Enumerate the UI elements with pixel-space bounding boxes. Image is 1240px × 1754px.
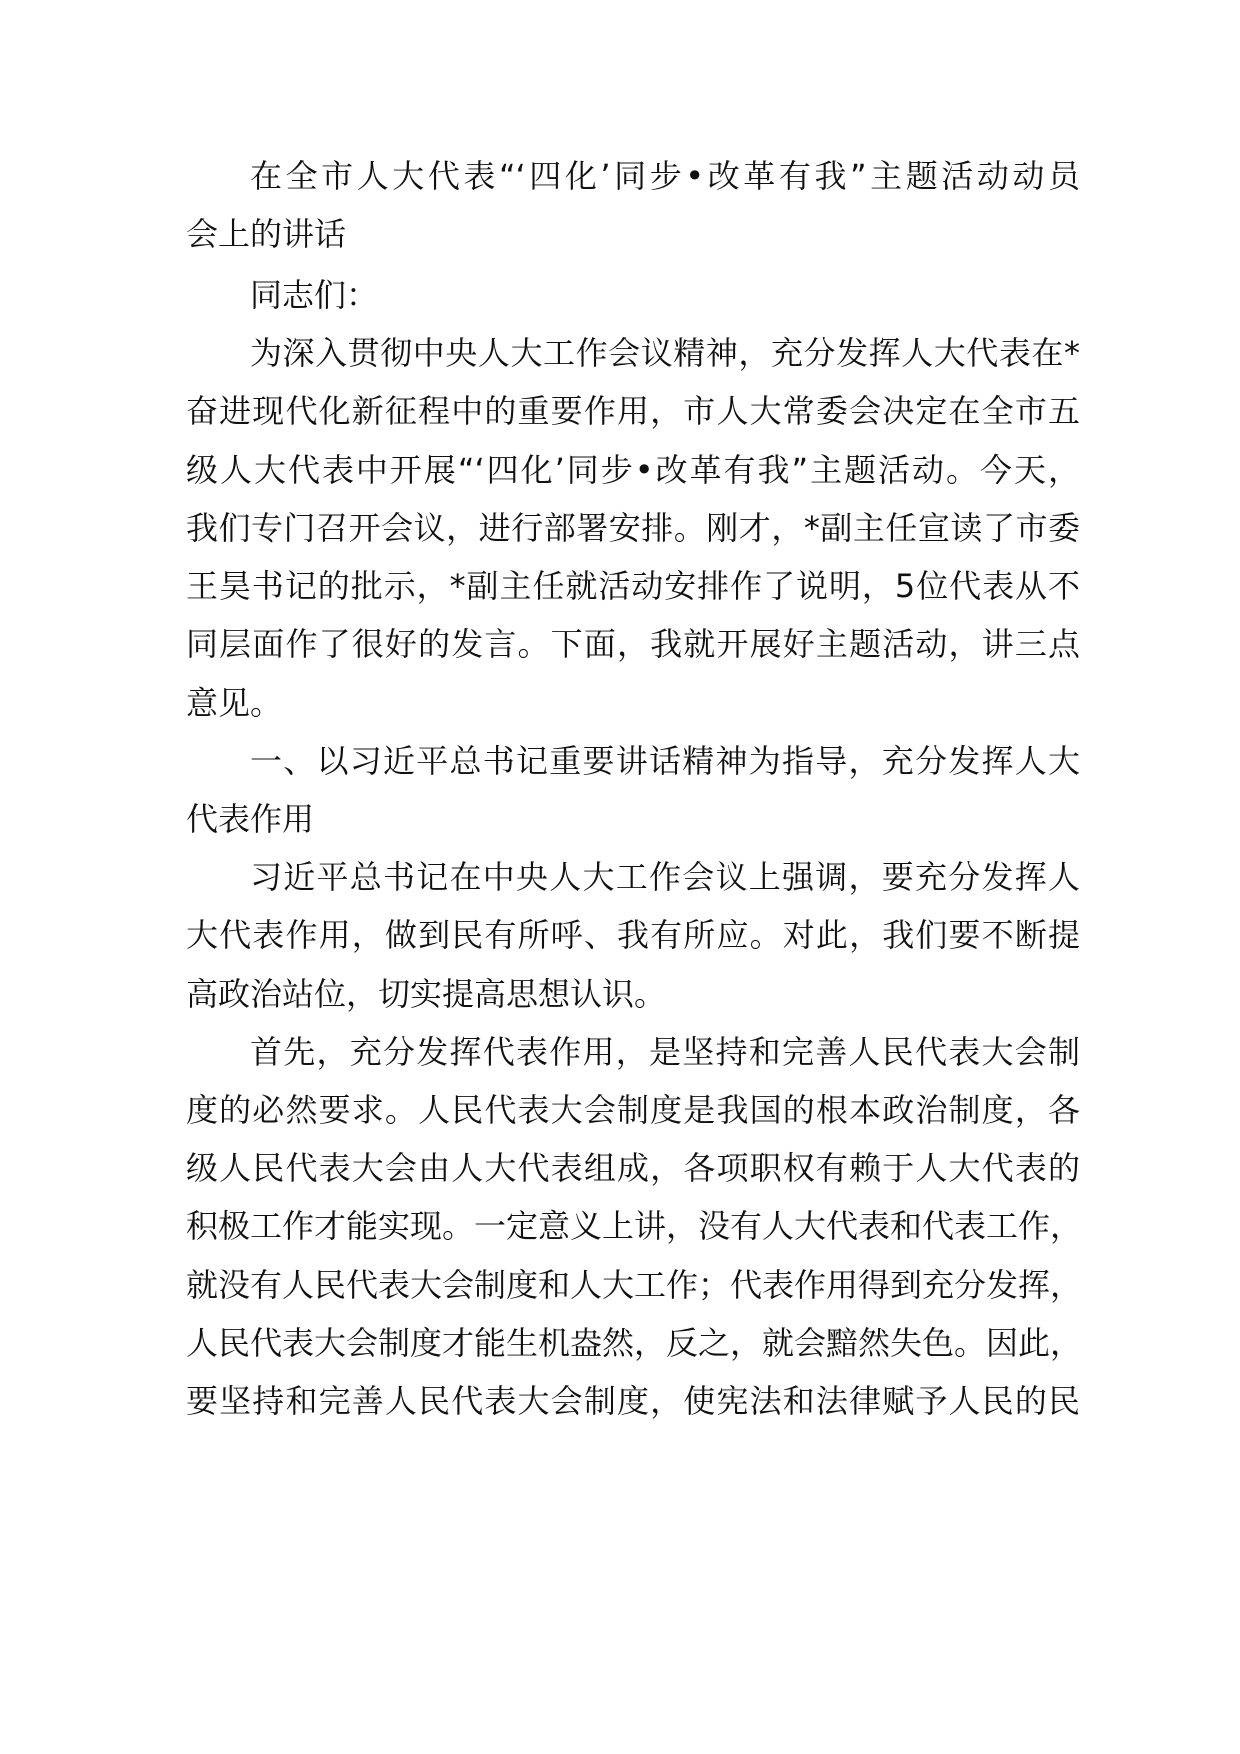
paragraph-line <box>0 438 1240 502</box>
paragraph-text: 为深入贯彻中央人大工作会议精神，充分发挥人大代表在* <box>250 334 1080 372</box>
title-line-1 <box>0 144 1240 208</box>
section-heading-text: 代表作用 <box>186 800 315 838</box>
section-heading-line <box>0 787 1240 851</box>
paragraph-text: 我们专门召开会议，进行部署安排。刚才，*副主任宣读了市委 <box>186 509 1080 547</box>
paragraph-text: 首先，充分发挥代表作用，是坚持和完善人民代表大会制 <box>250 1033 1080 1071</box>
paragraph-text: 高政治站位，切实提高思想认识。 <box>186 975 667 1013</box>
paragraph-text: 度的必然要求。人民代表大会制度是我国的根本政治制度，各 <box>186 1091 1080 1129</box>
paragraph-text: 奋进现代化新征程中的重要作用，市人大常委会决定在全市五 <box>186 392 1080 430</box>
salutation-line <box>0 263 1240 327</box>
paragraph-text: 要坚持和完善人民代表大会制度，使宪法和法律赋予人民的民 <box>186 1382 1080 1420</box>
paragraph-line <box>0 1136 1240 1200</box>
paragraph-line <box>0 612 1240 676</box>
paragraph-text: 习近平总书记在中央人大工作会议上强调，要充分发挥人 <box>250 858 1080 896</box>
title-text: 在全市人大代表“‘四化’同步•改革有我”主题活动动员 <box>250 157 1080 195</box>
paragraph-line <box>0 1194 1240 1258</box>
paragraph-text: 级人民代表大会由人大代表组成，各项职权有赖于人大代表的 <box>186 1149 1080 1187</box>
paragraph-text: 同层面作了很好的发言。下面，我就开展好主题活动，讲三点 <box>186 625 1080 663</box>
paragraph-line <box>0 671 1240 735</box>
paragraph-line <box>0 554 1240 618</box>
paragraph-text: 意见。 <box>186 684 283 722</box>
paragraph-line <box>0 496 1240 560</box>
paragraph-line <box>0 962 1240 1026</box>
salutation-text: 同志们： <box>250 276 379 314</box>
paragraph-text: 级人大代表中开展“‘四化’同步•改革有我”主题活动。今天， <box>186 451 1080 489</box>
paragraph-line <box>0 1078 1240 1142</box>
paragraph-line <box>0 379 1240 443</box>
title-line-2 <box>0 202 1240 266</box>
section-heading-text: 一、以习近平总书记重要讲话精神为指导，充分发挥人大 <box>250 742 1080 780</box>
paragraph-text: 王昊书记的批示，*副主任就活动安排作了说明，5位代表从不 <box>186 567 1080 605</box>
paragraph-line <box>0 1020 1240 1084</box>
paragraph-line <box>0 1253 1240 1317</box>
paragraph-text: 就没有人民代表大会制度和人大工作；代表作用得到充分发挥， <box>186 1266 1083 1304</box>
paragraph-text: 积极工作才能实现。一定意义上讲，没有人大代表和代表工作， <box>186 1207 1083 1245</box>
paragraph-line <box>0 1369 1240 1433</box>
paragraph-text: 大代表作用，做到民有所呼、我有所应。对此，我们要不断提 <box>186 916 1080 954</box>
paragraph-line <box>0 321 1240 385</box>
section-heading-line <box>0 729 1240 793</box>
title-text: 会上的讲话 <box>186 215 347 253</box>
paragraph-text: 人民代表大会制度才能生机盎然，反之，就会黯然失色。因此， <box>186 1324 1083 1362</box>
paragraph-line <box>0 903 1240 967</box>
paragraph-line <box>0 845 1240 909</box>
paragraph-line <box>0 1311 1240 1375</box>
